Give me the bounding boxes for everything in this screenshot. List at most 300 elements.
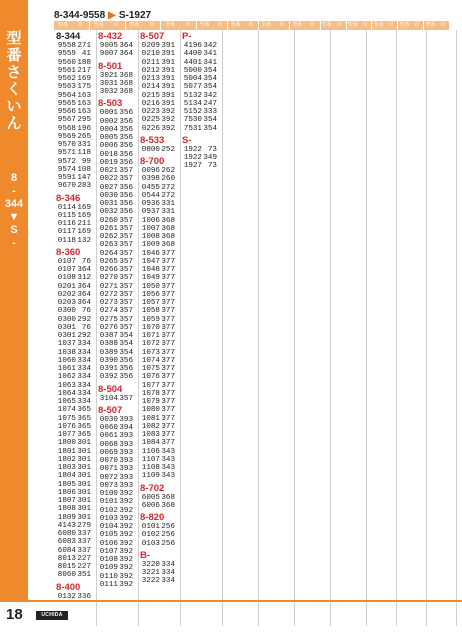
model-number: 1057: [141, 299, 160, 307]
group-heading: 8-503: [98, 98, 123, 110]
page-ref: 118: [77, 149, 91, 158]
index-entry: [54, 228, 96, 236]
page-ref: 393: [119, 415, 133, 424]
range-start: 8-344-9558: [54, 10, 106, 21]
index-entry: [54, 100, 96, 108]
model-number: 9591: [57, 174, 76, 182]
index-entry: [54, 563, 96, 571]
model-number: 1075: [141, 365, 160, 373]
model-number: 0273: [99, 299, 118, 307]
model-number: 0070: [99, 457, 118, 465]
model-number: 9564: [57, 91, 76, 100]
model-number: 0223: [141, 108, 160, 116]
header-cell: [90, 21, 126, 30]
index-entry: [180, 116, 222, 124]
model-number: 0068: [99, 440, 118, 449]
model-number: 1804: [57, 472, 76, 481]
model-number: 0006: [99, 142, 118, 151]
index-entry: [54, 174, 96, 182]
index-entry: [96, 80, 138, 88]
model-number: 1080: [141, 406, 160, 415]
index-entry: [54, 75, 96, 83]
model-number: 0118: [57, 236, 76, 245]
page-ref: 351: [77, 571, 91, 580]
index-entry: [138, 439, 180, 447]
page-ref: 337: [77, 538, 91, 547]
model-number: 0800: [141, 145, 160, 154]
page-ref: 342: [203, 42, 217, 50]
page-ref: 163: [77, 108, 91, 116]
page-ref: 354: [203, 116, 217, 125]
group-heading: 8-344: [56, 31, 81, 42]
page-ref: 272: [161, 191, 175, 200]
index-entry: [96, 50, 138, 58]
page-ref: 41: [81, 50, 91, 59]
page-ref: 252: [161, 145, 175, 154]
index-entry: [96, 217, 138, 225]
page-ref: 341: [203, 58, 217, 67]
index-entry: [138, 340, 180, 348]
index-entry: [96, 365, 138, 373]
index-entry: [96, 416, 138, 424]
page-ref: 262: [161, 167, 175, 175]
index-column: [258, 30, 295, 626]
index-entry: [138, 494, 180, 502]
page-ref: 175: [77, 83, 91, 92]
model-header-label: 型番: [347, 22, 358, 28]
index-entry: [138, 92, 180, 100]
model-number: 0111: [99, 580, 118, 589]
index-entry: [138, 577, 180, 585]
model-number: 5132: [183, 91, 202, 100]
sidebar-title-char: い: [6, 98, 22, 115]
model-number: 0301: [57, 323, 76, 332]
page-ref: 356: [119, 150, 133, 159]
model-number: 0107: [57, 266, 76, 274]
model-number: 3220: [141, 560, 160, 569]
page-ref: 368: [161, 501, 175, 510]
page-ref: 356: [119, 158, 133, 167]
page-header-label: 頁: [247, 22, 253, 28]
model-number: 0225: [141, 116, 160, 125]
group-heading: 8-360: [56, 246, 81, 258]
page-ref: 108: [77, 165, 91, 174]
page-ref: 392: [119, 514, 133, 523]
model-number: 0102: [99, 506, 118, 515]
index-entry: [54, 258, 96, 266]
page-header-label: 頁: [362, 22, 368, 28]
index-entry: [180, 108, 222, 116]
group-heading: 8-400: [56, 581, 81, 593]
index-entry: [180, 146, 222, 154]
model-number: 0132: [57, 592, 76, 601]
model-number: 0116: [57, 220, 76, 228]
page-ref: 364: [77, 290, 91, 299]
page-ref: 356: [119, 373, 133, 382]
index-entry: [138, 184, 180, 192]
index-entry: [138, 83, 180, 91]
model-number: 0027: [99, 183, 118, 192]
model-number: 1083: [141, 431, 160, 439]
index-entry: [96, 573, 138, 581]
index-entry: [138, 291, 180, 299]
page-number: 18: [6, 606, 23, 623]
page-ref: 391: [161, 50, 175, 59]
page-ref: 301: [77, 513, 91, 522]
index-entry: [138, 225, 180, 233]
model-number: 5004: [183, 75, 202, 83]
index-entry: [138, 67, 180, 75]
page-ref: 392: [161, 124, 175, 133]
range-end: S-1927: [118, 10, 152, 21]
index-entry: [138, 406, 180, 414]
model-number: 1805: [57, 480, 76, 489]
page-ref: 342: [203, 91, 217, 100]
page-ref: 392: [161, 108, 175, 116]
index-entry: [96, 225, 138, 233]
index-entry: [54, 530, 96, 538]
model-number: 1062: [57, 373, 76, 382]
page-ref: 377: [161, 315, 175, 324]
model-number: 0391: [99, 365, 118, 373]
model-number: 0061: [99, 432, 118, 441]
model-number: 0107: [99, 547, 118, 556]
page-ref: 393: [119, 432, 133, 441]
model-number: 3031: [99, 79, 118, 88]
model-number: 7530: [183, 116, 202, 125]
index-entry: [96, 233, 138, 241]
page-ref: 392: [119, 498, 133, 507]
model-number: 0271: [99, 282, 118, 291]
model-number: 0100: [99, 490, 118, 498]
index-entry: [96, 241, 138, 249]
index-column: [456, 30, 462, 626]
page-ref: 99: [81, 157, 91, 166]
sidebar-range: [0, 172, 28, 250]
model-number: 9571: [57, 149, 76, 158]
model-number: 0107: [57, 257, 76, 266]
page-ref: 391: [161, 75, 175, 83]
model-number: 6084: [57, 546, 76, 555]
index-entry: [180, 100, 222, 108]
sidebar-range-char: ▼: [8, 211, 20, 223]
sidebar-title-char: 型: [6, 30, 22, 47]
index-entry: [138, 472, 180, 480]
model-number: 0031: [99, 200, 118, 208]
index-entry: [54, 274, 96, 282]
model-number: 1076: [141, 373, 160, 382]
page-ref: 357: [119, 175, 133, 184]
page-ref: 368: [119, 79, 133, 88]
index-entry: [180, 125, 222, 133]
page-ref: 357: [119, 315, 133, 324]
page-ref: 392: [119, 564, 133, 573]
index-entry: [54, 415, 96, 423]
page-ref: 227: [77, 563, 91, 571]
page-ref: 343: [161, 464, 175, 472]
model-number: 1922: [183, 145, 202, 154]
index-entry: [54, 266, 96, 274]
index-entry: [54, 283, 96, 291]
page-ref: 196: [77, 124, 91, 133]
page-ref: 217: [77, 66, 91, 75]
model-number: 1106: [141, 447, 160, 456]
header-cell: [290, 21, 321, 30]
page-ref: 392: [119, 506, 133, 515]
index-entry: [96, 441, 138, 449]
model-number: 0276: [99, 323, 118, 332]
index-entry: [96, 316, 138, 324]
model-number: 0108: [99, 556, 118, 564]
page-ref: 256: [161, 523, 175, 531]
index-entry: [96, 72, 138, 80]
model-number: 9005: [99, 42, 118, 50]
index-entry: [54, 398, 96, 406]
page-header-label: 頁: [149, 22, 155, 28]
index-entry: [96, 299, 138, 307]
page-ref: 301: [77, 455, 91, 464]
model-number: 0455: [141, 183, 160, 192]
page-ref: 211: [77, 220, 91, 228]
index-column: [330, 30, 367, 626]
index-entry: [54, 316, 96, 324]
group-heading: P-: [182, 31, 192, 42]
group-heading: 8-507: [98, 404, 123, 416]
index-entry: [54, 547, 96, 555]
page-ref: 169: [77, 75, 91, 83]
model-number: 9568: [57, 124, 76, 133]
index-column: [426, 30, 457, 626]
index-entry: [96, 564, 138, 572]
model-number: 0274: [99, 307, 118, 316]
model-number: 3032: [99, 88, 118, 96]
index-entry: [54, 571, 96, 579]
page-ref: 391: [161, 83, 175, 92]
page-ref: 377: [161, 381, 175, 390]
index-entry: [96, 540, 138, 548]
model-number: 1009: [141, 241, 160, 250]
page-header-label: 頁: [309, 22, 315, 28]
model-number: 4401: [183, 58, 202, 67]
page-ref: 301: [77, 497, 91, 505]
model-number: 1074: [57, 406, 76, 415]
page-header-label: 頁: [217, 22, 223, 28]
page-ref: 368: [161, 241, 175, 250]
model-number: 0069: [99, 448, 118, 457]
page-ref: 393: [119, 465, 133, 474]
model-number: 9007: [99, 50, 118, 59]
header-cell: [161, 21, 197, 30]
page-ref: 392: [119, 580, 133, 589]
index-entry: [96, 474, 138, 482]
index-entry: [138, 464, 180, 472]
index-entry: [138, 258, 180, 266]
model-number: 0104: [99, 523, 118, 531]
model-number: 0110: [99, 572, 118, 581]
index-entry: [96, 507, 138, 515]
page-ref: 341: [203, 50, 217, 59]
model-number: 0300: [57, 315, 76, 324]
index-entry: [180, 50, 222, 58]
page-ref: 391: [161, 99, 175, 108]
model-number: 0226: [141, 124, 160, 133]
page-ref: 336: [77, 592, 91, 601]
model-number: 9558: [57, 42, 76, 50]
index-entry: [54, 373, 96, 381]
index-entry: [96, 250, 138, 258]
group-heading: B-: [140, 549, 151, 561]
page-ref: 377: [161, 299, 175, 307]
page-ref: 357: [119, 167, 133, 175]
page-header-label: 頁: [113, 22, 119, 28]
model-number: 0270: [99, 274, 118, 283]
page-ref: 357: [119, 257, 133, 266]
model-number: 0032: [99, 208, 118, 217]
page-ref: 393: [119, 440, 133, 449]
model-number: 0211: [141, 58, 160, 67]
index-entry: [138, 307, 180, 315]
model-number: 0260: [99, 216, 118, 225]
model-number: 1065: [57, 398, 76, 406]
index-entry: [96, 258, 138, 266]
page-ref: 365: [77, 431, 91, 439]
page-ref: 391: [161, 42, 175, 50]
page-ref: 392: [119, 572, 133, 581]
model-number: 7531: [183, 124, 202, 133]
page-ref: 377: [161, 398, 175, 406]
model-number: 0261: [99, 224, 118, 233]
index-entry: [54, 464, 96, 472]
index-entry: [138, 523, 180, 531]
model-number: 1809: [57, 513, 76, 522]
index-entry: [180, 154, 222, 162]
index-entry: [138, 266, 180, 274]
index-entry: [138, 50, 180, 58]
model-number: 0398: [141, 175, 160, 184]
page-ref: 76: [81, 323, 91, 332]
model-number: 1107: [141, 455, 160, 464]
model-header-label: 型番: [199, 22, 210, 28]
model-number: 0203: [57, 299, 76, 307]
index-entry: [138, 274, 180, 282]
page-ref: 392: [119, 523, 133, 531]
page-ref: 334: [77, 389, 91, 398]
model-number: 9569: [57, 132, 76, 141]
page-ref: 368: [161, 224, 175, 233]
index-entry: [138, 299, 180, 307]
index-entry: [180, 83, 222, 91]
model-header-label: 型番: [93, 22, 104, 28]
model-number: 1927: [183, 162, 202, 171]
page-ref: 368: [119, 71, 133, 80]
model-number: 1058: [141, 307, 160, 316]
page-ref: 76: [81, 307, 91, 316]
page-ref: 343: [161, 447, 175, 456]
page-ref: 354: [119, 340, 133, 349]
model-number: 9574: [57, 165, 76, 174]
model-number: 9567: [57, 116, 76, 125]
page-ref: 337: [77, 530, 91, 538]
index-entry: [54, 481, 96, 489]
index-entry: [54, 423, 96, 431]
model-number: 1046: [141, 249, 160, 258]
page-ref: 377: [161, 257, 175, 266]
model-number: 3104: [99, 394, 118, 403]
model-number: 6006: [141, 501, 160, 510]
model-number: 1070: [141, 323, 160, 332]
index-column: [54, 30, 97, 626]
page-ref: 301: [77, 480, 91, 489]
index-entry: [138, 448, 180, 456]
model-number: 0215: [141, 91, 160, 100]
model-number: 3222: [141, 577, 160, 586]
index-entry: [54, 456, 96, 464]
index-entry: [54, 125, 96, 133]
page-ref: 356: [119, 117, 133, 126]
index-entry: [96, 498, 138, 506]
model-number: 0021: [99, 167, 118, 175]
page-ref: 301: [77, 472, 91, 481]
model-header-label: 型番: [373, 22, 384, 28]
page-ref: 331: [161, 208, 175, 217]
page-ref: 334: [77, 398, 91, 406]
page-ref: 394: [119, 424, 133, 432]
group-heading: 8-432: [98, 31, 123, 42]
index-entry: [138, 146, 180, 154]
page-ref: 391: [161, 58, 175, 67]
model-number: 0214: [141, 83, 160, 92]
model-header-label: 型番: [129, 22, 140, 28]
page-ref: 295: [77, 116, 91, 125]
page-ref: 357: [119, 299, 133, 307]
page-ref: 73: [207, 162, 217, 171]
page-ref: 256: [161, 539, 175, 548]
group-heading: 8-504: [98, 383, 123, 395]
page-ref: 377: [161, 414, 175, 423]
index-entry: [54, 182, 96, 190]
index-entry: [54, 390, 96, 398]
page-ref: 301: [77, 505, 91, 514]
index-entry: [138, 316, 180, 324]
model-header-label: 型番: [165, 22, 176, 28]
page-ref: 368: [119, 88, 133, 96]
index-entry: [138, 59, 180, 67]
index-entry: [54, 324, 96, 332]
model-number: 8015: [57, 563, 76, 571]
model-number: 0103: [99, 514, 118, 523]
page-ref: 337: [77, 546, 91, 555]
index-entry: [138, 192, 180, 200]
model-header-label: 型番: [399, 22, 410, 28]
range-separator: ▶: [108, 10, 116, 21]
model-number: 1072: [141, 340, 160, 349]
model-number: 5000: [183, 66, 202, 75]
page-ref: 364: [77, 266, 91, 274]
header-cell: [321, 21, 347, 30]
page-ref: 163: [77, 99, 91, 108]
page-ref: 265: [77, 132, 91, 141]
model-number: 9559: [57, 50, 76, 59]
group-heading: 8-700: [140, 156, 165, 167]
index-entry: [96, 523, 138, 531]
model-number: 0072: [99, 473, 118, 482]
index-entry: [138, 75, 180, 83]
model-header-label: 型番: [230, 22, 241, 28]
page-ref: 365: [77, 406, 91, 415]
header-cell: [197, 21, 228, 30]
sidebar-range-char: S: [10, 224, 18, 236]
model-number: 0002: [99, 117, 118, 126]
